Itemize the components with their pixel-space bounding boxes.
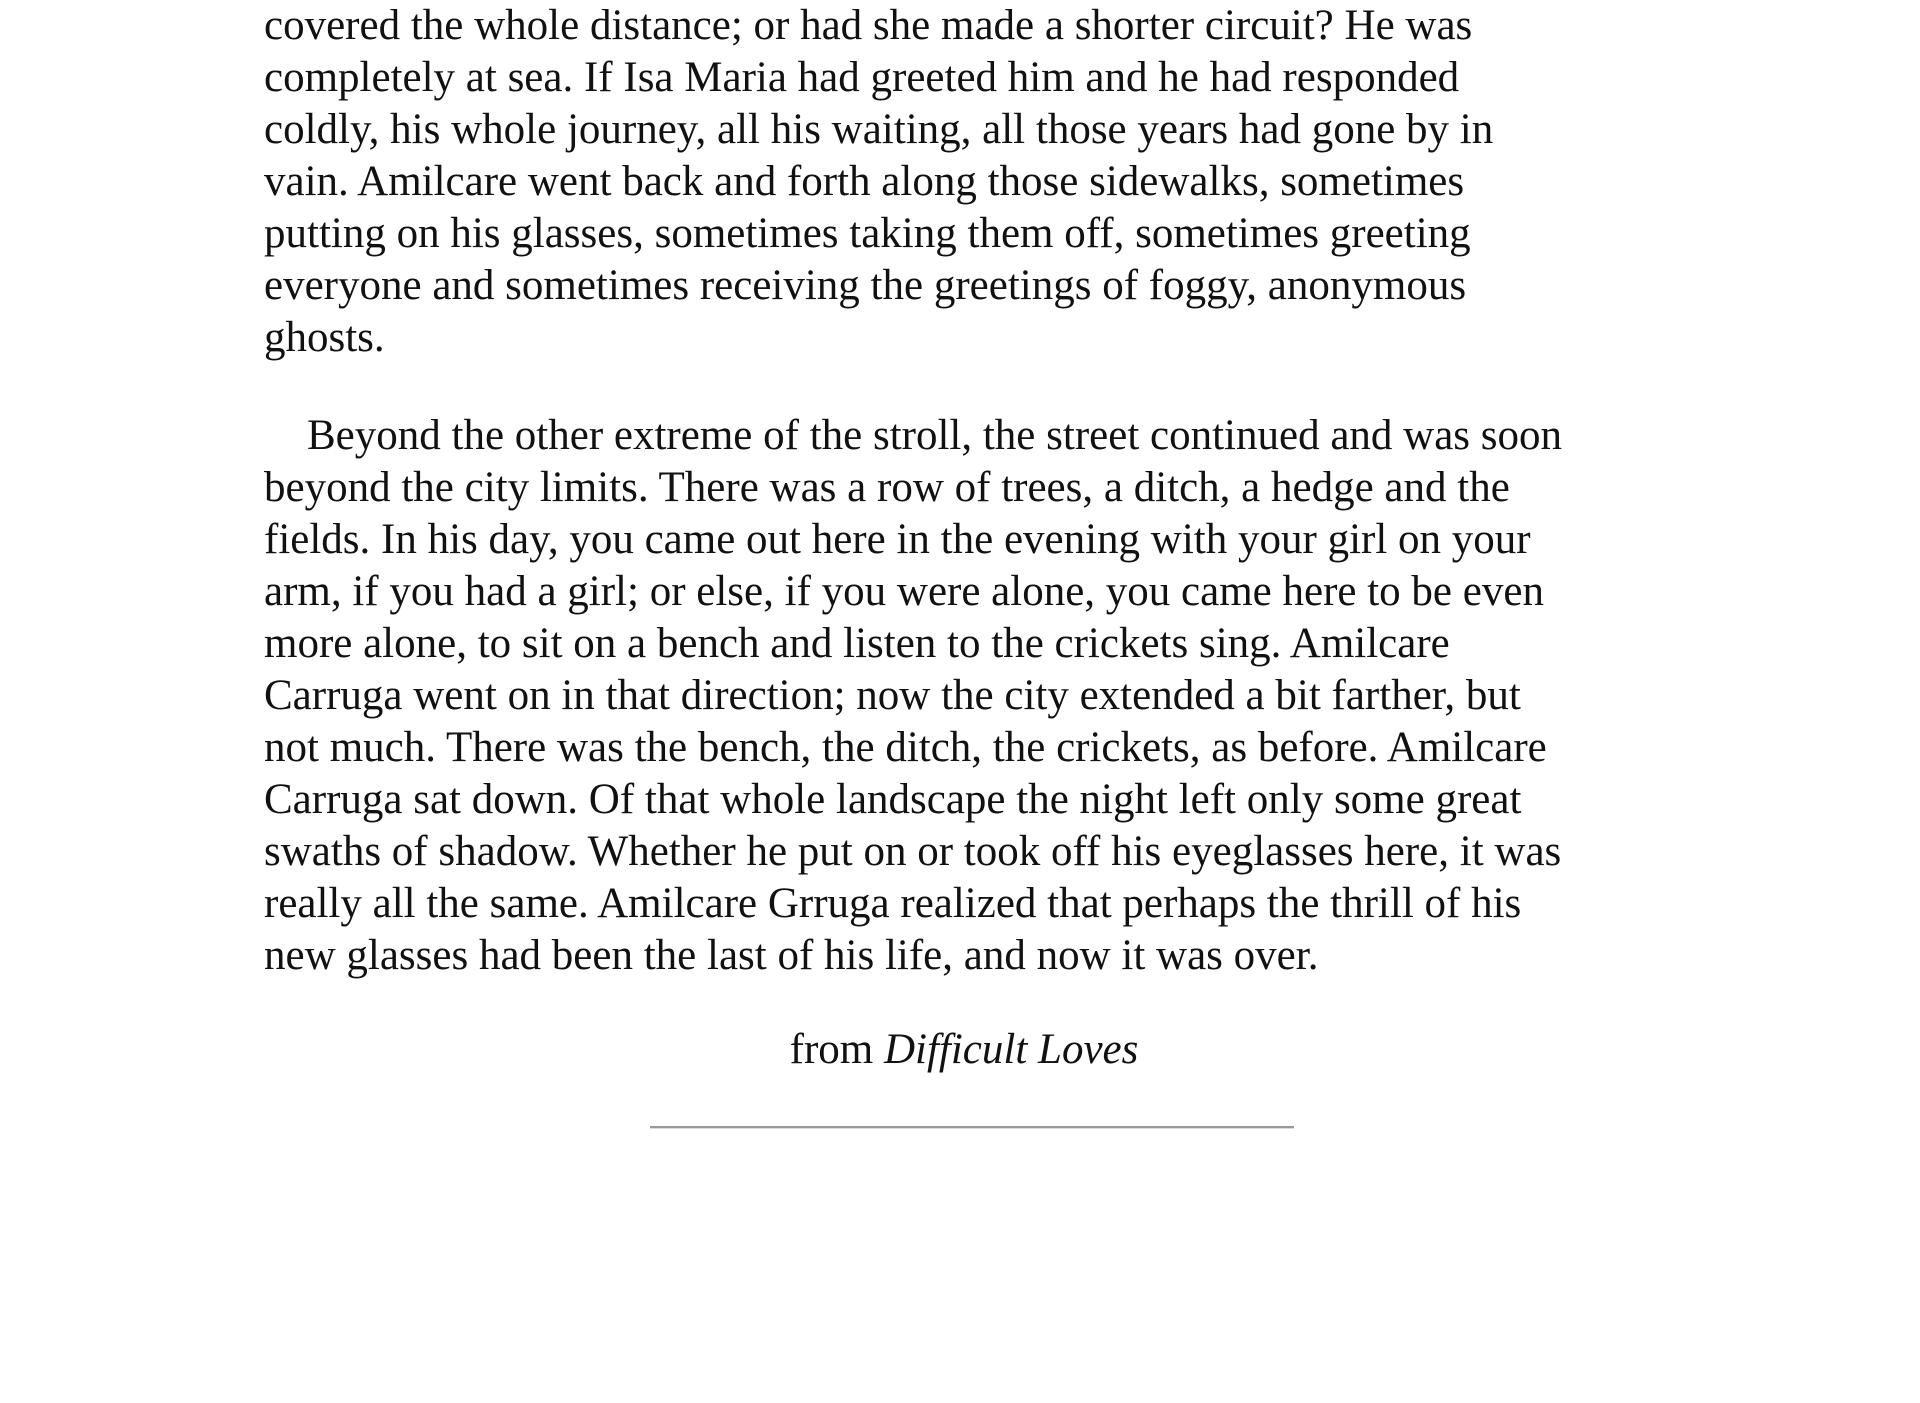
paragraph-line: completely at sea. If Isa Maria had greeted him and he had responded [264, 54, 1460, 101]
paragraph-line: new glasses had been the last of his life, and now it was over. [264, 932, 1319, 979]
paragraph-line: beyond the city limits. There was a row of trees, a ditch, a hedge and the [264, 464, 1510, 511]
paragraph-line: really all the same. Amilcare Grruga realized that perhaps the thrill of his [264, 880, 1522, 927]
paragraph-1 [264, 0, 1664, 364]
paragraph-line: vain. Amilcare went back and forth along those sidewalks, sometimes [264, 158, 1465, 205]
source-prefix: from [789, 1026, 874, 1073]
paragraph-line: Carruga went on in that direction; now the city extended a bit farther, but [264, 672, 1521, 719]
paragraph-line: not much. There was the bench, the ditch, the crickets, as before. Amilcare [264, 724, 1547, 771]
paragraph-line: covered the whole distance; or had she made a shorter circuit? He was [264, 2, 1473, 49]
paragraph-line: Carruga sat down. Of that whole landscape the night left only some great [264, 776, 1522, 823]
paragraph-2 [264, 410, 1664, 982]
horizontal-divider [650, 1126, 1294, 1129]
paragraph-line: arm, if you had a girl; or else, if you were alone, you came here to be even [264, 568, 1544, 615]
paragraph-line: everyone and sometimes receiving the greetings of foggy, anonymous [264, 262, 1467, 309]
source-title: Difficult Loves [883, 1026, 1139, 1073]
source-attribution [264, 1024, 1664, 1076]
paragraph-line: coldly, his whole journey, all his waiting, all those years had gone by in [264, 106, 1494, 153]
paragraph-line: ghosts. [264, 314, 385, 361]
paragraph-line: Beyond the other extreme of the stroll, the street continued and was soon [264, 412, 1563, 459]
paragraph-line: putting on his glasses, sometimes taking them off, sometimes greeting [264, 210, 1471, 257]
paragraph-line: fields. In his day, you came out here in the evening with your girl on your [264, 516, 1531, 563]
paragraph-line: more alone, to sit on a bench and listen to the crickets sing. Amilcare [264, 620, 1450, 667]
paragraph-line: swaths of shadow. Whether he put on or took off his eyeglasses here, it was [264, 828, 1562, 875]
